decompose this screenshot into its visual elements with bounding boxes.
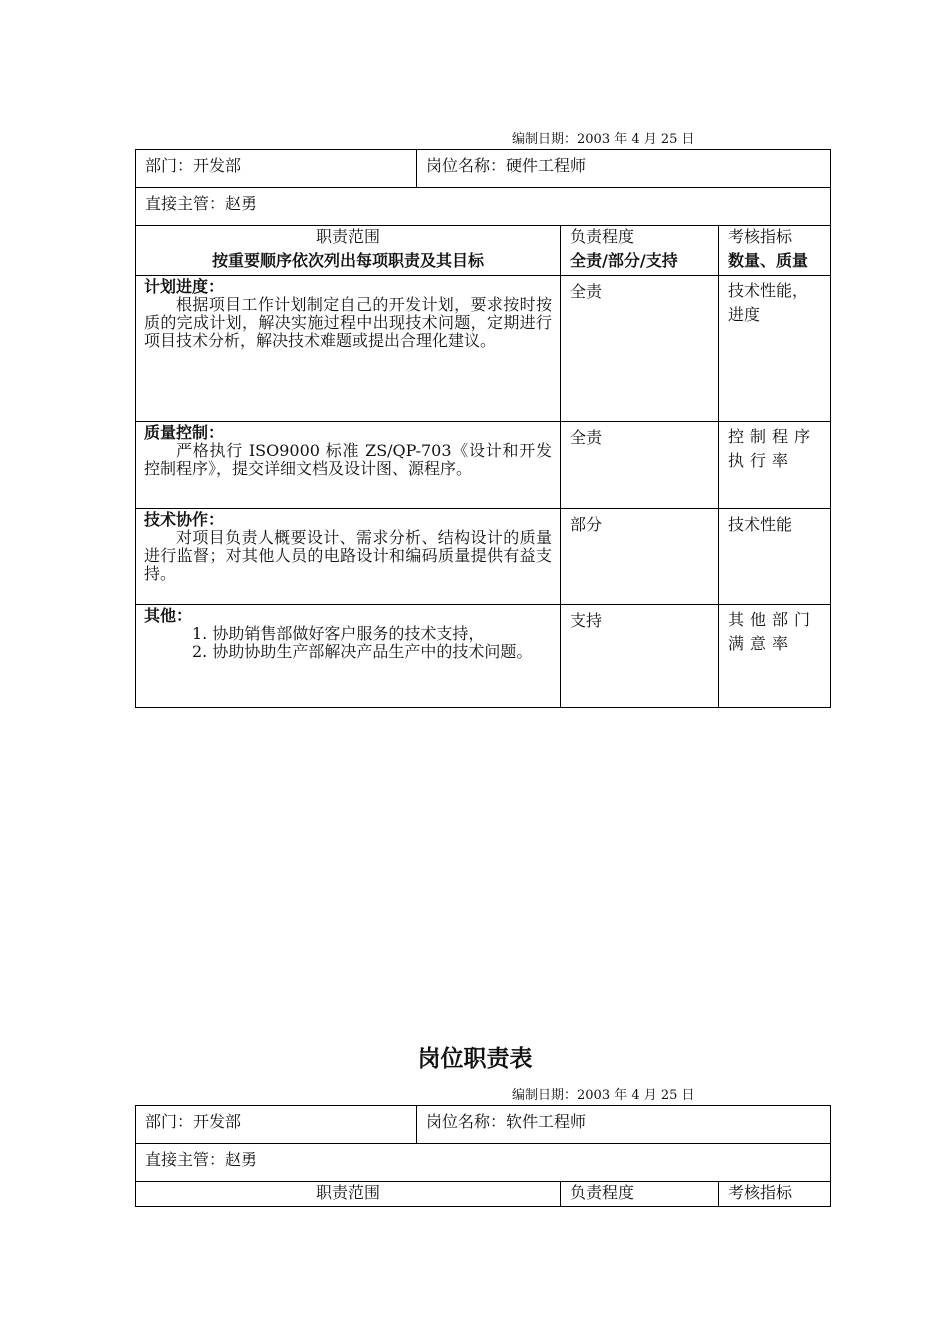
compile-date: 编制日期：2003 年 4 月 25 日 xyxy=(512,1088,695,1103)
supervisor-cell: 直接主管：赵勇 xyxy=(136,1144,831,1182)
header-kpi: 考核指标 数量、质量 xyxy=(719,226,831,276)
duty-body: 严格执行 ISO9000 标准 ZS/QP-703《设计和开发控制程序》，提交详细文档及设计图、源程序。 xyxy=(144,441,552,478)
duty-title: 计划进度： xyxy=(144,277,225,296)
duty-row-collab xyxy=(136,509,561,605)
duty-item: 2. 协助协助生产部解决产品生产中的技术问题。 xyxy=(192,642,533,661)
duty-row-other xyxy=(136,605,561,708)
level-cell: 支持 xyxy=(561,605,719,708)
level-cell: 部分 xyxy=(561,509,719,605)
header-level: 负责程度 xyxy=(561,1182,719,1207)
supervisor-cell: 直接主管：赵勇 xyxy=(136,188,831,226)
kpi-cell: 控制程序执行率 xyxy=(719,422,831,509)
position-cell: 岗位名称：软件工程师 xyxy=(417,1106,831,1144)
header-kpi: 考核指标 xyxy=(719,1182,831,1207)
compile-date: 编制日期：2003 年 4 月 25 日 xyxy=(512,132,695,147)
department-cell: 部门：开发部 xyxy=(136,1106,417,1144)
duty-title: 技术协作： xyxy=(144,510,225,529)
duty-table-software xyxy=(135,1105,831,1207)
duty-item: 1. 协助销售部做好客户服务的技术支持， xyxy=(192,624,485,643)
duty-table-hardware xyxy=(135,149,831,708)
level-cell: 全责 xyxy=(561,276,719,422)
duty-body: 对项目负责人概要设计、需求分析、结构设计的质量进行监督；对其他人员的电路设计和编码质量提供有益支持。 xyxy=(144,528,552,583)
duty-title: 质量控制： xyxy=(144,423,225,442)
page-title: 岗位职责表 xyxy=(417,1046,533,1072)
kpi-cell: 其他部门满意率 xyxy=(719,605,831,708)
duty-body: 根据项目工作计划制定自己的开发计划，要求按时按质的完成计划，解决实施过程中出现技术问题，定期进行项目技术分析，解决技术难题或提出合理化建议。 xyxy=(144,295,552,350)
kpi-cell: 技术性能，进度 xyxy=(719,276,831,422)
position-cell: 岗位名称：硬件工程师 xyxy=(417,150,831,188)
level-cell: 全责 xyxy=(561,422,719,509)
department-cell: 部门：开发部 xyxy=(136,150,417,188)
duty-row-plan xyxy=(136,276,561,422)
header-level: 负责程度 全责/部分/支持 xyxy=(561,226,719,276)
header-scope: 职责范围 按重要顺序依次列出每项职责及其目标 xyxy=(136,226,561,276)
duty-row-quality xyxy=(136,422,561,509)
kpi-cell: 技术性能 xyxy=(719,509,831,605)
duty-title: 其他： xyxy=(144,606,193,625)
header-scope: 职责范围 xyxy=(136,1182,561,1207)
